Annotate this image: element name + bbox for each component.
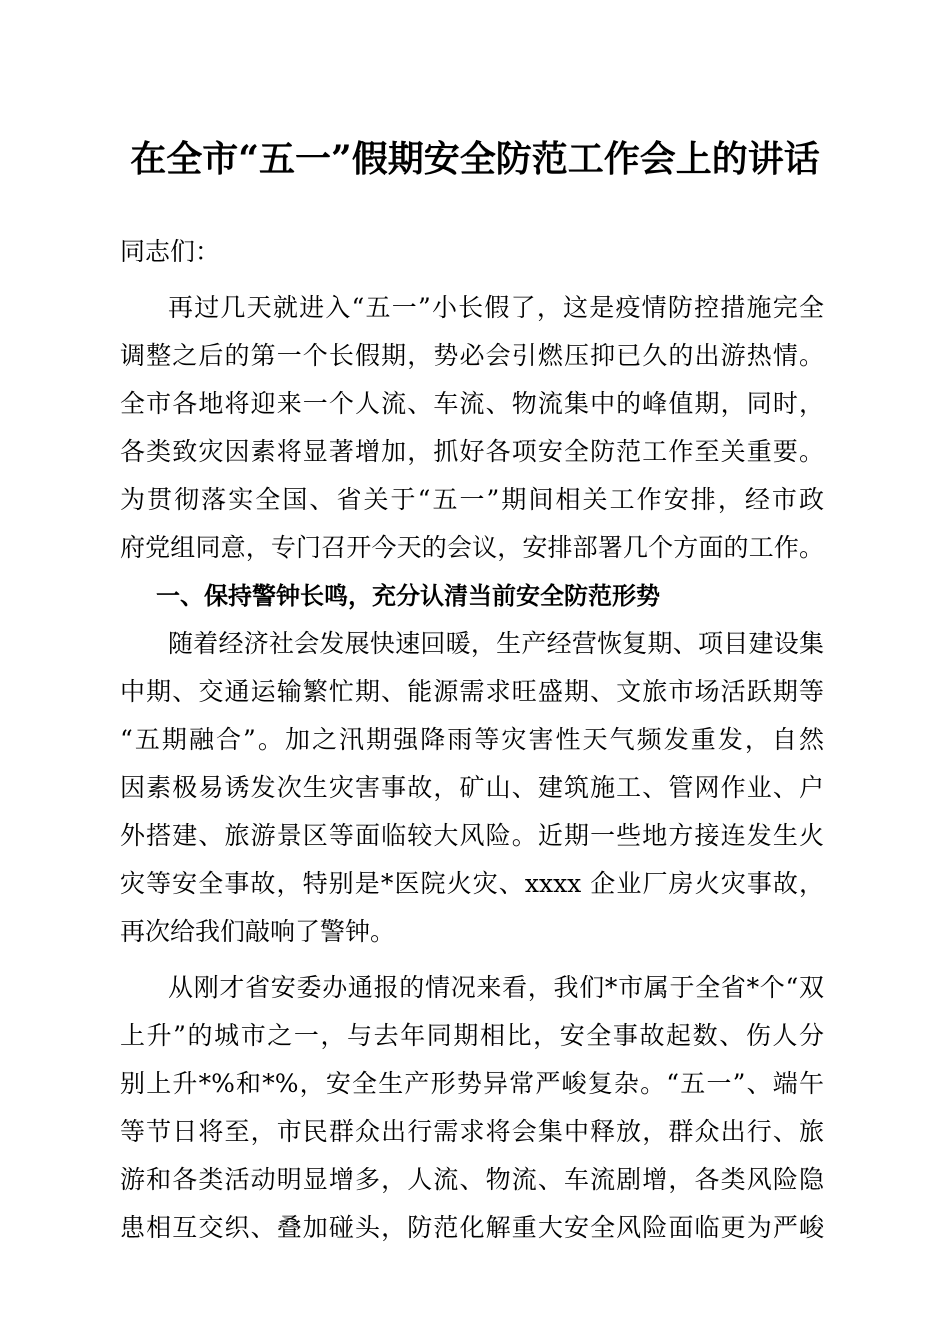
paragraph-line: 随着经济社会发展快速回暖，生产经营恢复期、项目建设集	[168, 629, 824, 658]
paragraph-line: 中期、交通运输繁忙期、能源需求旺盛期、文旅市场活跃期等	[120, 677, 824, 706]
paragraph-line: 各类致灾因素将显著增加，抓好各项安全防范工作至关重要。	[120, 437, 824, 466]
paragraph-line: 患相互交织、叠加碰头，防范化解重大安全风险面临更为严峻	[120, 1213, 824, 1242]
document-title: 在全市“五一”假期安全防范工作会上的讲话	[130, 138, 820, 180]
paragraph-line: 游和各类活动明显增多，人流、物流、车流剧增，各类风险隐	[120, 1165, 824, 1194]
salutation: 同志们：	[120, 237, 221, 266]
paragraph-1	[120, 284, 824, 572]
paragraph-line: 上升”的城市之一，与去年同期相比，安全事故起数、伤人分	[120, 1021, 824, 1050]
document-body	[120, 228, 824, 1252]
paragraph-line: 为贯彻落实全国、省关于“五一”期间相关工作安排，经市政	[120, 485, 824, 514]
paragraph-line: 全市各地将迎来一个人流、车流、物流集中的峰值期，同时，	[120, 389, 824, 418]
section-heading: 一、保持警钟长鸣，充分认清当前安全防范形势	[156, 582, 660, 610]
paragraph-line: “五期融合”。加之汛期强降雨等灾害性天气频发重发，自然	[120, 725, 824, 754]
paragraph-line: 调整之后的第一个长假期，势必会引燃压抑已久的出游热情。	[120, 341, 824, 370]
paragraph-line: 从刚才省安委办通报的情况来看，我们*市属于全省*个“双	[168, 973, 824, 1002]
paragraph-line: 府党组同意，专门召开今天的会议，安排部署几个方面的工作。	[120, 533, 824, 562]
paragraph-line: 灾等安全事故，特别是*医院火灾、xxxx 企业厂房火灾事故，	[120, 869, 824, 898]
paragraph-line: 等节日将至，市民群众出行需求将会集中释放，群众出行、旅	[120, 1117, 824, 1146]
paragraph-line: 因素极易诱发次生灾害事故，矿山、建筑施工、管网作业、户	[120, 773, 824, 802]
paragraph-3	[120, 964, 824, 1252]
paragraph-line: 再过几天就进入“五一”小长假了，这是疫情防控措施完全	[168, 293, 824, 322]
paragraph-line: 再次给我们敲响了警钟。	[120, 917, 396, 946]
paragraph-line: 别上升*%和*%，安全生产形势异常严峻复杂。“五一”、端午	[120, 1069, 824, 1098]
paragraph-2	[120, 620, 824, 956]
paragraph-line: 外搭建、旅游景区等面临较大风险。近期一些地方接连发生火	[120, 821, 824, 850]
